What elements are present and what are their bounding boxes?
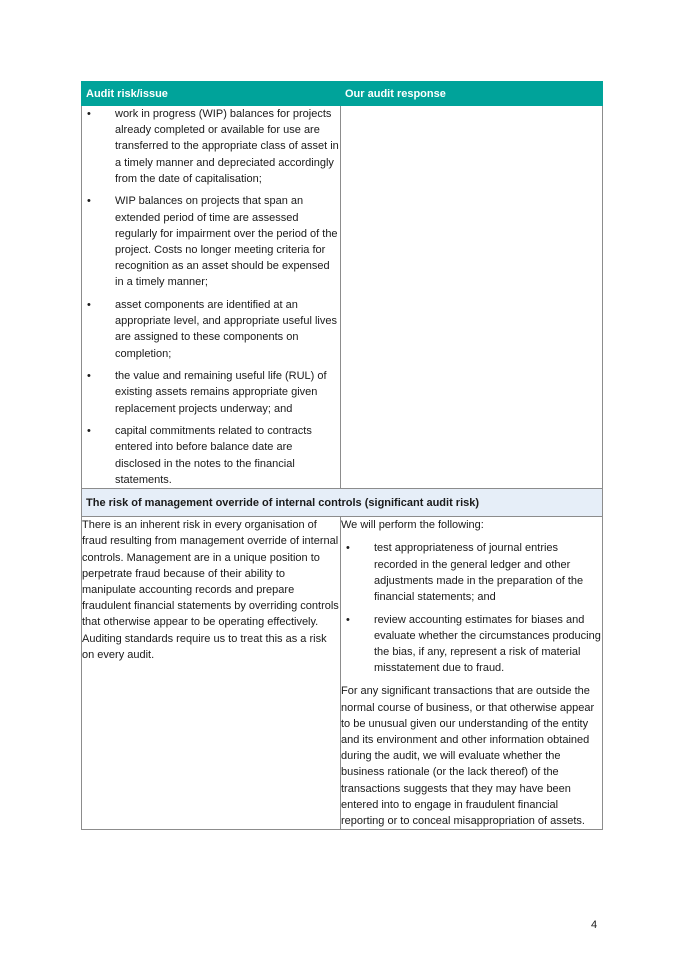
list-item <box>341 540 602 605</box>
risk-cell-management-override <box>82 517 341 830</box>
bullet-icon: • <box>346 613 350 626</box>
table-row <box>82 106 603 489</box>
table-row <box>82 517 603 830</box>
bullet-text: WIP balances on projects that span an extended period of time are assessed regularly for impairment over the period of the project. Costs no longer meeting criteria for recognition as an asset should be expensed in a timely manner; <box>115 195 338 289</box>
bullet-icon: • <box>87 425 91 438</box>
bullet-text: asset components are identified at an appropriate level, and appropriate useful lives are assigned to these components on completion; <box>115 299 337 360</box>
response-cell-management-override <box>341 517 603 830</box>
list-item <box>82 423 340 488</box>
section-heading-row <box>82 489 603 517</box>
header-audit-risk-issue: Audit risk/issue <box>82 82 341 106</box>
bullet-icon: • <box>346 542 350 555</box>
header-our-audit-response: Our audit response <box>341 82 603 106</box>
bullet-icon: • <box>87 299 91 312</box>
risk-description: There is an inherent risk in every organisation of fraud resulting from management override of internal controls. Management are in a unique position to perpetrate fraud because of their ability to manipulate accounting records and prepare fraudulent financial statements by overriding controls that otherwise appear to be operating effectively. Auditing standards require us to treat this as a risk on every audit. <box>82 519 339 661</box>
table-header-row <box>82 82 603 106</box>
response-closing-paragraph: For any significant transactions that are outside the normal course of business, or that otherwise appear to be unusual given our understanding of the entity and its environment and other information obtained during the audit, we will evaluate whether the business rationale (or the lack thereof) of the transactions suggests that they may have been entered into to engage in fraudulent financial reporting or to conceal misappropriation of assets. <box>341 685 595 828</box>
bullet-text: review accounting estimates for biases and evaluate whether the circumstances producing the bias, if any, represent a risk of material misstatement due to fraud. <box>374 613 601 675</box>
section-heading-management-override: The risk of management override of internal controls (significant audit risk) <box>82 489 603 517</box>
audit-risk-table <box>81 81 603 830</box>
bullet-text: work in progress (WIP) balances for projects already completed or available for use are transferred to the appropriate class of asset in a timely manner and depreciated accordingly from the date of capitalisation; <box>115 108 339 185</box>
list-item <box>82 193 340 290</box>
response-bullet-list <box>341 540 602 676</box>
response-cell-empty <box>341 106 603 489</box>
bullet-icon: • <box>87 108 91 120</box>
page-number: 4 <box>591 919 598 931</box>
bullet-text: the value and remaining useful life (RUL) of existing assets remains appropriate given replacement projects underway; and <box>115 370 327 415</box>
bullet-text: test appropriateness of journal entries recorded in the general ledger and other adjustments made in the preparation of the financial statements; and <box>374 542 584 604</box>
list-item <box>82 368 340 417</box>
risk-cell-asset-bullets <box>82 106 341 489</box>
bullet-icon: • <box>87 370 91 383</box>
list-item <box>82 297 340 362</box>
asset-risk-bullet-list <box>82 106 340 488</box>
bullet-text: capital commitments related to contracts entered into before balance date are disclosed in the notes to the financial statements. <box>115 425 312 486</box>
list-item <box>82 106 340 187</box>
bullet-icon: • <box>87 195 91 208</box>
response-intro: We will perform the following: <box>341 519 484 532</box>
list-item <box>341 612 602 677</box>
